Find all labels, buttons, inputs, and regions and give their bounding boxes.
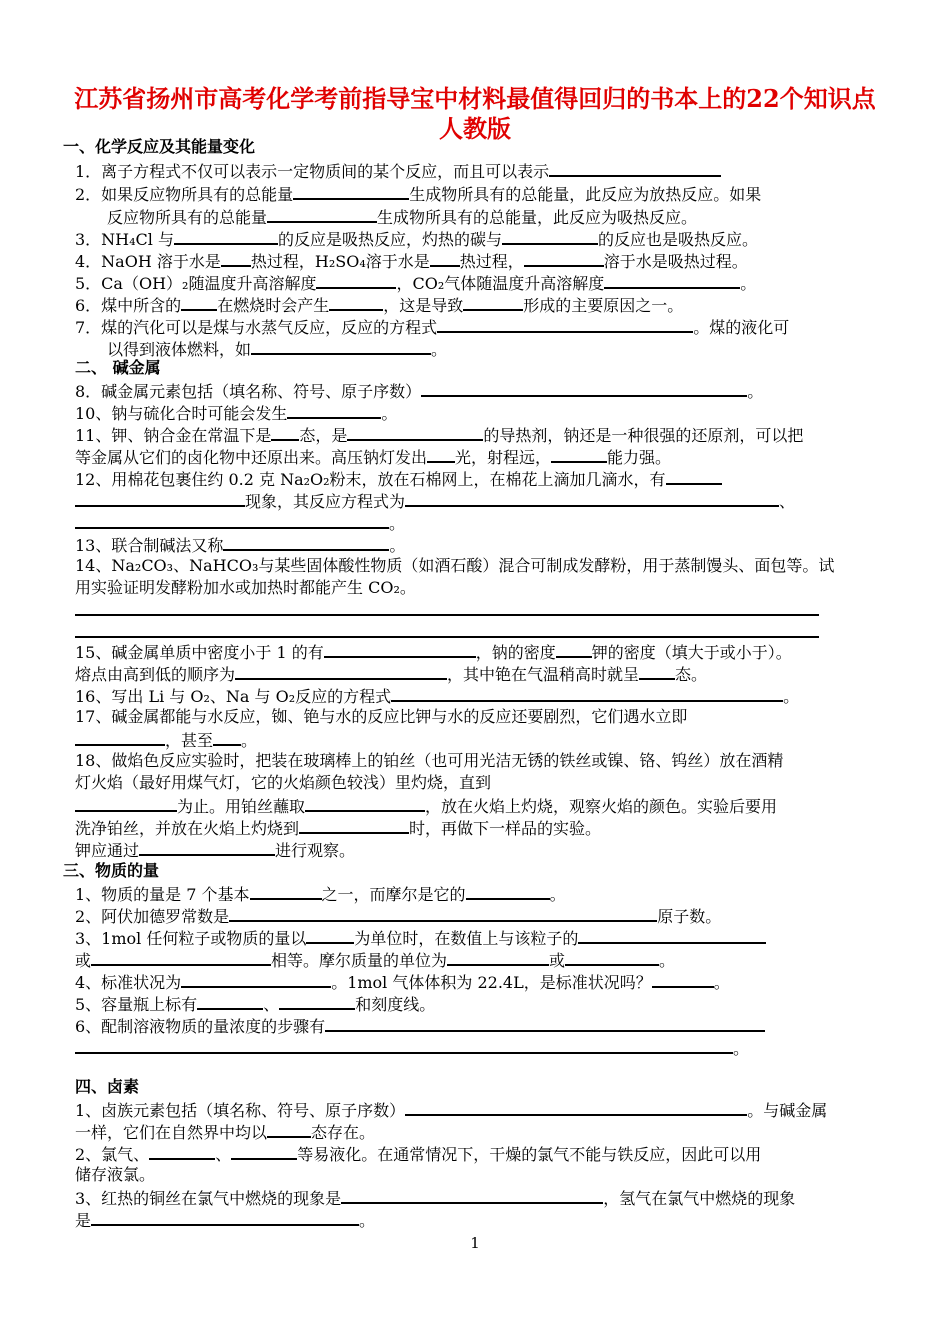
question-line: 用实验证明发酵粉加水或加热时都能产生 CO₂。	[75, 578, 416, 597]
question-line: 6．煤中所含的 在燃烧时会产生 ，这是导致 形成的主要原因之一。	[75, 293, 683, 317]
question-line: 为止。用铂丝蘸取 ，放在火焰上灼烧，观察火焰的颜色。实验后要用	[75, 794, 777, 818]
question-line: 7．煤的汽化可以是煤与水蒸气反应，反应的方程式 。煤的液化可	[75, 315, 789, 339]
question-line: 16、写出 Li 与 O₂、Na 与 O₂反应的方程式 。	[75, 684, 799, 708]
question-line: 18、做焰色反应实验时，把装在玻璃棒上的铂丝（也可用光洁无锈的铁丝或镍、铬、钨丝）放在酒精	[75, 751, 784, 770]
question-line: 12、用棉花包裹住约 0.2 克 Na₂O₂粉末，放在石棉网上，在棉花上滴加几滴水，有	[75, 467, 722, 491]
question-line: 4．NaOH 溶于水是 热过程，H₂SO₄溶于水是 热过程， 溶于水是吸热过程。	[75, 249, 748, 273]
question-line: 以得到液体燃料，如 。	[107, 337, 447, 361]
question-line: 17、碱金属都能与水反应，铷、铯与水的反应比钾与水的反应还要剧烈，它们遇水立即	[75, 707, 688, 726]
question-line: 8．碱金属元素包括（填名称、符号、原子序数） 。	[75, 379, 763, 403]
question-line: 3、红热的铜丝在氯气中燃烧的现象是 ，氢气在氯气中燃烧的现象	[75, 1186, 795, 1210]
question-line: 11、钾、钠合金在常温下是 态，是 的导热剂，钠还是一种很强的还原剂，可以把	[75, 423, 803, 447]
question-line: 2．如果反应物所具有的总能量 生成物所具有的总能量，此反应为放热反应。如果	[75, 182, 761, 206]
question-line: 。	[75, 1036, 749, 1060]
question-line: 或 相等。摩尔质量的单位为 或 。	[75, 948, 675, 972]
question-line: 1、卤族元素包括（填名称、符号、原子序数） 。与碱金属	[75, 1098, 827, 1122]
question-line: 储存液氯。	[75, 1165, 156, 1184]
question-line: ，甚至 。	[75, 728, 257, 752]
question-line: 3、1mol 任何粒子或物质的量以 为单位时，在数值上与该粒子的	[75, 926, 766, 950]
question-line: 14、Na₂CO₃、NaHCO₃与某些固体酸性物质（如酒石酸）混合可制成发酵粉，用于蒸制馒头、面包等。试	[75, 556, 835, 575]
section-heading: 三、物质的量	[63, 861, 160, 880]
question-line: 6、配制溶液物质的量浓度的步骤有	[75, 1014, 765, 1038]
question-line: 现象，其反应方程式为 、	[75, 489, 795, 513]
question-line: 。	[75, 511, 405, 535]
question-line: 5．Ca（OH）₂随温度升高溶解度 ，CO₂气体随温度升高溶解度 。	[75, 271, 756, 295]
question-line: 15、碱金属单质中密度小于 1 的有 ，钠的密度 钾的密度（填大于或小于）。	[75, 640, 792, 664]
question-line: 一样，它们在自然界中均以 态存在。	[75, 1120, 375, 1144]
question-line: 2、阿伏加德罗常数是 原子数。	[75, 904, 721, 928]
question-line: 钾应通过 进行观察。	[75, 838, 355, 862]
question-line: 是 。	[75, 1208, 375, 1232]
question-line: 洗净铂丝，并放在火焰上灼烧到 时，再做下一样品的实验。	[75, 816, 601, 840]
question-line: 反应物所具有的总能量 生成物所具有的总能量，此反应为吸热反应。	[107, 205, 697, 229]
question-line: 1、物质的量是 7 个基本 之一，而摩尔是它的 。	[75, 882, 566, 906]
document-title: 江苏省扬州市高考化学考前指导宝中材料最值得回归的书本上的22个知识点 人教版	[74, 84, 876, 143]
page-number: 1	[470, 1234, 480, 1252]
question-line: 13、联合制碱法又称 。	[75, 533, 405, 557]
question-line: 2、氯气、 、 等易液化。在通常情况下，干燥的氯气不能与铁反应，因此可以用	[75, 1142, 761, 1166]
question-line: 4、标准状况为 。1mol 气体体积为 22.4L，是标准状况吗？ 。	[75, 970, 730, 994]
question-line: 熔点由高到低的顺序为 ，其中铯在气温稍高时就呈 态。	[75, 662, 707, 686]
answer-line	[75, 614, 819, 616]
question-line: 1．离子方程式不仅可以表示一定物质间的某个反应，而且可以表示	[75, 159, 721, 183]
answer-line	[75, 636, 819, 638]
question-line: 10、钠与硫化合时可能会发生 。	[75, 401, 397, 425]
question-line: 3．NH₄Cl 与 的反应是吸热反应，灼热的碳与 的反应也是吸热反应。	[75, 227, 758, 251]
question-line: 5、容量瓶上标有 、 和刻度线。	[75, 992, 435, 1016]
section-heading: 一、化学反应及其能量变化	[63, 137, 256, 156]
question-line: 等金属从它们的卤化物中还原出来。高压钠灯发出 光，射程远， 能力强。	[75, 445, 671, 469]
section-heading: 四、卤素	[75, 1077, 140, 1096]
section-heading: 二、 碱金属	[75, 358, 161, 377]
question-line: 灯火焰（最好用煤气灯，它的火焰颜色较浅）里灼烧，直到	[75, 773, 492, 792]
